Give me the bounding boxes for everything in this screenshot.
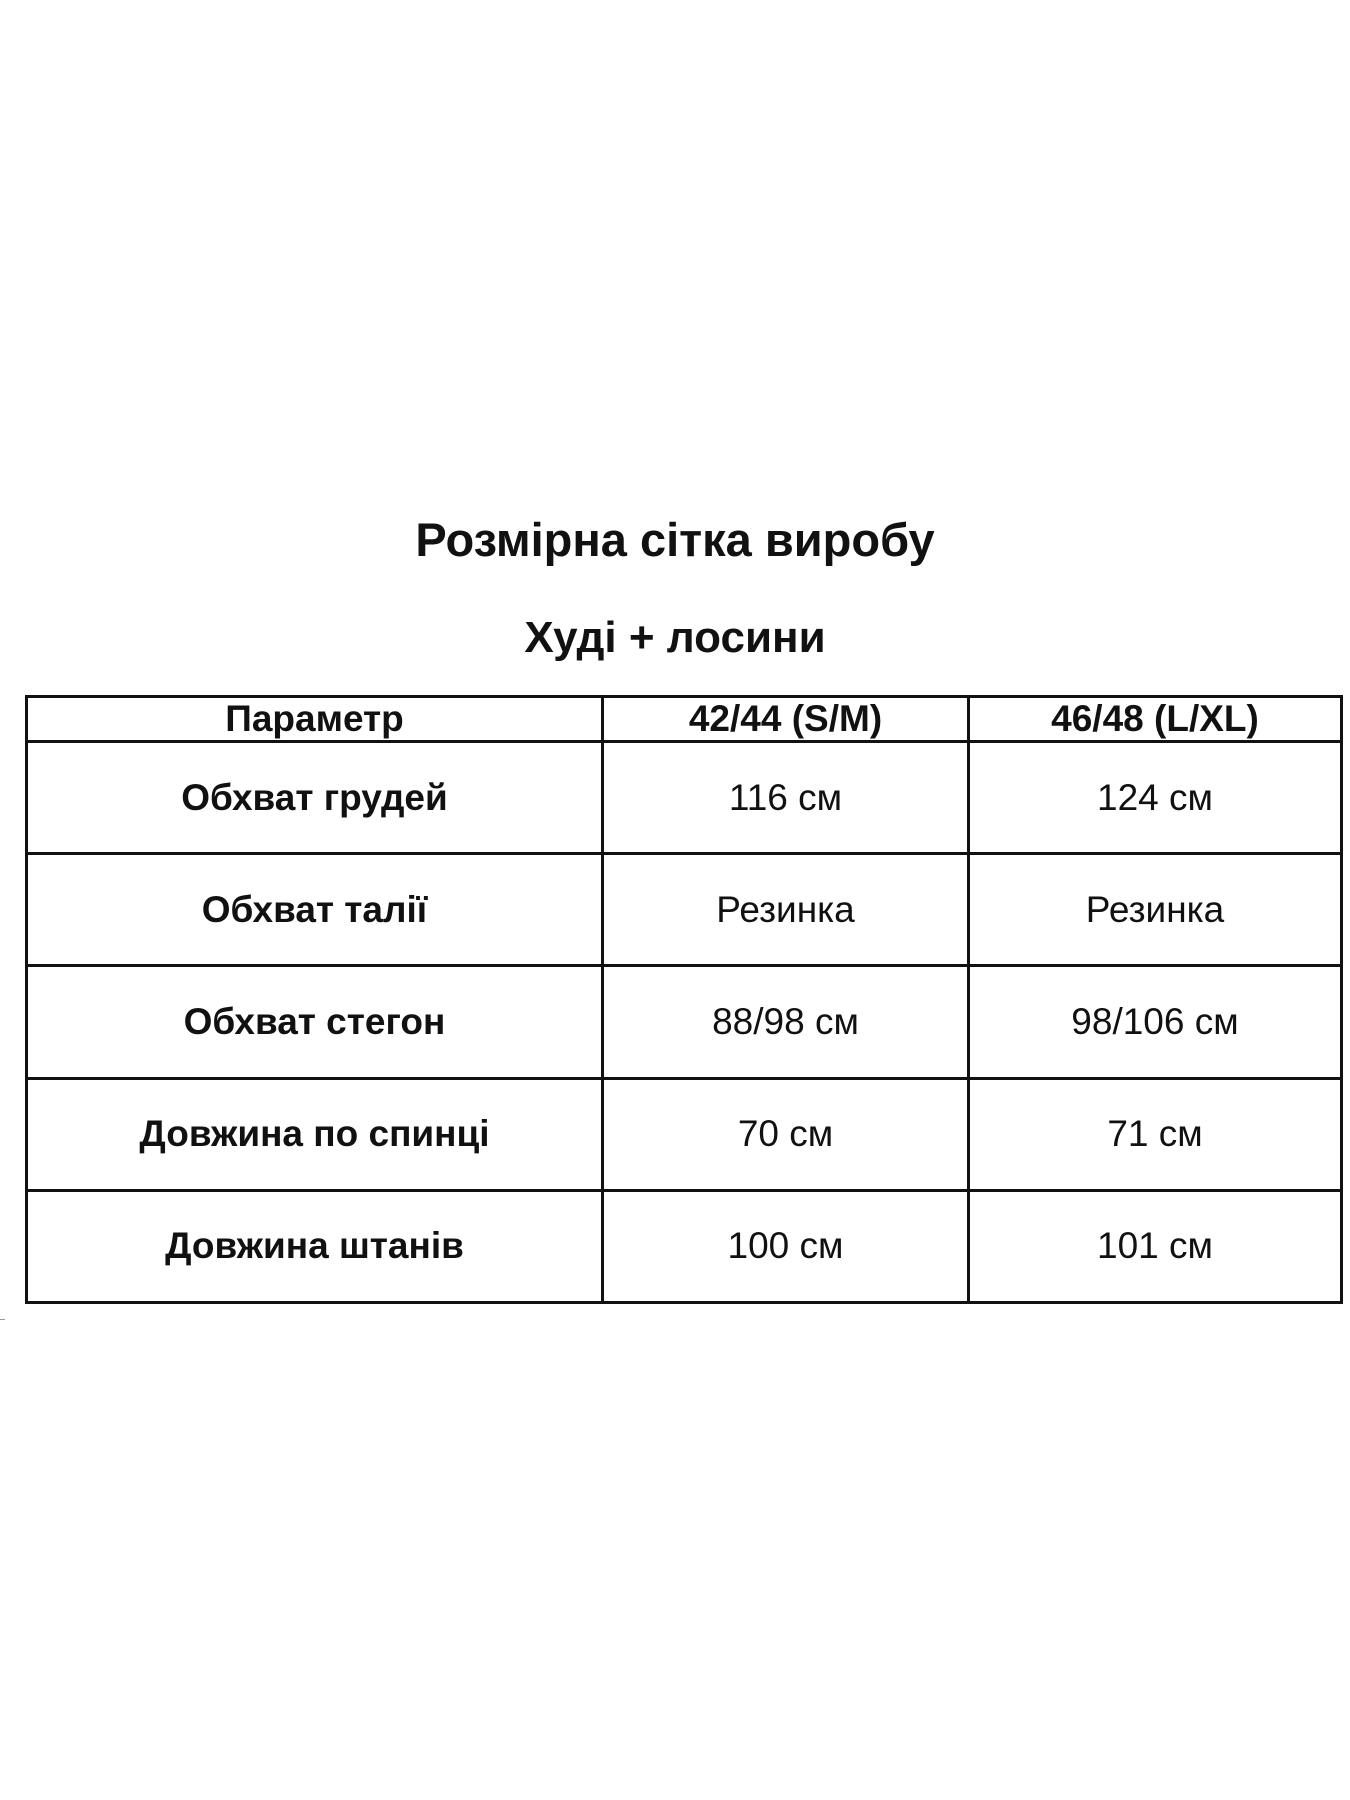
row-parameter: Довжина по спинці	[27, 1078, 603, 1190]
table-header-row	[27, 697, 1342, 742]
header-cell-size-l-xl: 46/48 (L/XL)	[969, 697, 1342, 742]
page-title: Розмірна сітка виробу	[415, 513, 935, 566]
row-value-l-xl: 71 см	[969, 1078, 1342, 1190]
row-value-s-m: 88/98 см	[603, 966, 969, 1078]
header-cell-size-s-m: 42/44 (S/M)	[603, 697, 969, 742]
table-row	[27, 742, 1342, 854]
row-value-s-m: 100 см	[603, 1190, 969, 1302]
row-value-s-m: Резинка	[603, 854, 969, 966]
row-value-l-xl: 124 см	[969, 742, 1342, 854]
header-cell-parameter: Параметр	[27, 697, 603, 742]
row-parameter: Обхват грудей	[27, 742, 603, 854]
page-subtitle: Худі + лосини	[524, 613, 826, 662]
row-parameter: Обхват стегон	[27, 966, 603, 1078]
table-row	[27, 1190, 1342, 1302]
row-value-s-m: 116 см	[603, 742, 969, 854]
row-parameter: Обхват талії	[27, 854, 603, 966]
size-chart-table	[25, 695, 1343, 1304]
table-row	[27, 854, 1342, 966]
edge-tick-mark	[0, 1319, 5, 1320]
row-value-l-xl: Резинка	[969, 854, 1342, 966]
row-value-l-xl: 101 см	[969, 1190, 1342, 1302]
row-value-l-xl: 98/106 см	[969, 966, 1342, 1078]
row-value-s-m: 70 см	[603, 1078, 969, 1190]
row-parameter: Довжина штанів	[27, 1190, 603, 1302]
table-row	[27, 966, 1342, 1078]
table-row	[27, 1078, 1342, 1190]
